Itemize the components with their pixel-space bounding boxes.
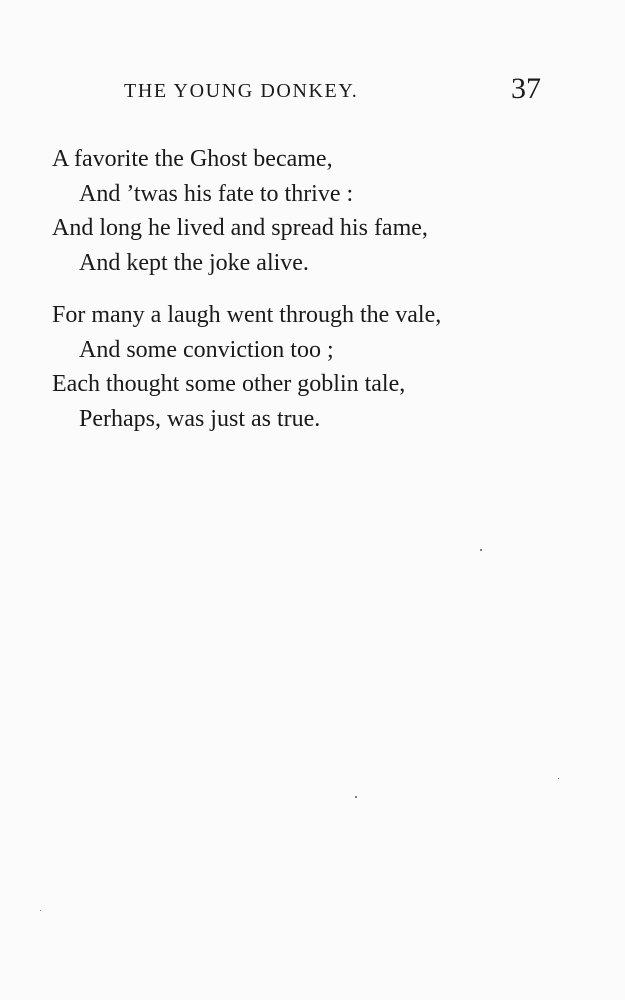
poem-line: And ’twas his fate to thrive :	[79, 180, 354, 207]
page-number: 37	[511, 72, 541, 105]
paper-speck	[40, 910, 41, 911]
poem-line: A favorite the Ghost became,	[52, 146, 333, 172]
stanza-1	[52, 142, 572, 280]
poem-line: Each thought some other goblin tale,	[52, 371, 406, 397]
poem-line: And kept the joke alive.	[79, 249, 309, 276]
paper-speck	[480, 549, 482, 551]
poem-line: Perhaps, was just as true.	[79, 405, 321, 432]
poem-line: For many a laugh went through the vale,	[52, 302, 442, 328]
paper-speck	[355, 796, 357, 798]
poem-line: And long he lived and spread his fame,	[52, 215, 428, 241]
running-title: THE YOUNG DONKEY.	[124, 80, 359, 102]
poem-line: And some conviction too ;	[79, 336, 334, 363]
poem	[52, 142, 572, 436]
running-head	[0, 70, 625, 110]
paper-speck	[558, 778, 559, 779]
stanza-2	[52, 298, 572, 436]
